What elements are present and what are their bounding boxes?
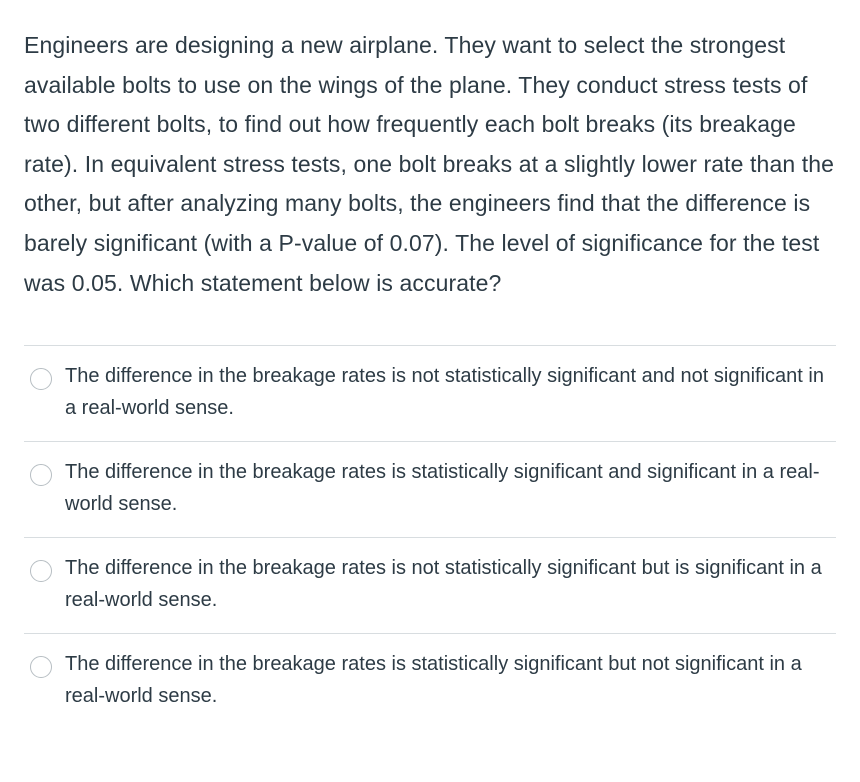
answer-label: The difference in the breakage rates is statistically significant and significant in a real-world sense. [65,461,820,516]
answer-option-1[interactable] [24,345,836,441]
radio-button[interactable] [30,368,52,390]
radio-button[interactable] [30,560,52,582]
answer-label: The difference in the breakage rates is not statistically significant but is significant in a real-world sense. [65,557,822,612]
answer-label: The difference in the breakage rates is not statistically significant and not significant in a real-world sense. [65,365,824,420]
answer-list [24,345,836,729]
radio-button[interactable] [30,464,52,486]
answer-option-3[interactable] [24,537,836,633]
answer-label: The difference in the breakage rates is statistically significant but not significant in a real-world sense. [65,653,802,708]
question-text: Engineers are designing a new airplane. They want to select the strongest available bolts to use on the wings of the plane. They conduct stress tests of two different bolts, to find out how frequently each bolt breaks (its breakage rate). In equivalent stress tests, one bolt breaks at a slightly lower rate than the other, but after analyzing many bolts, the engineers find that the difference is barely significant (with a P-value of 0.07). The level of significance for the test was 0.05. Which statement below is accurate? [24,32,834,296]
radio-button[interactable] [30,656,52,678]
answer-option-2[interactable] [24,441,836,537]
answer-option-4[interactable] [24,633,836,729]
